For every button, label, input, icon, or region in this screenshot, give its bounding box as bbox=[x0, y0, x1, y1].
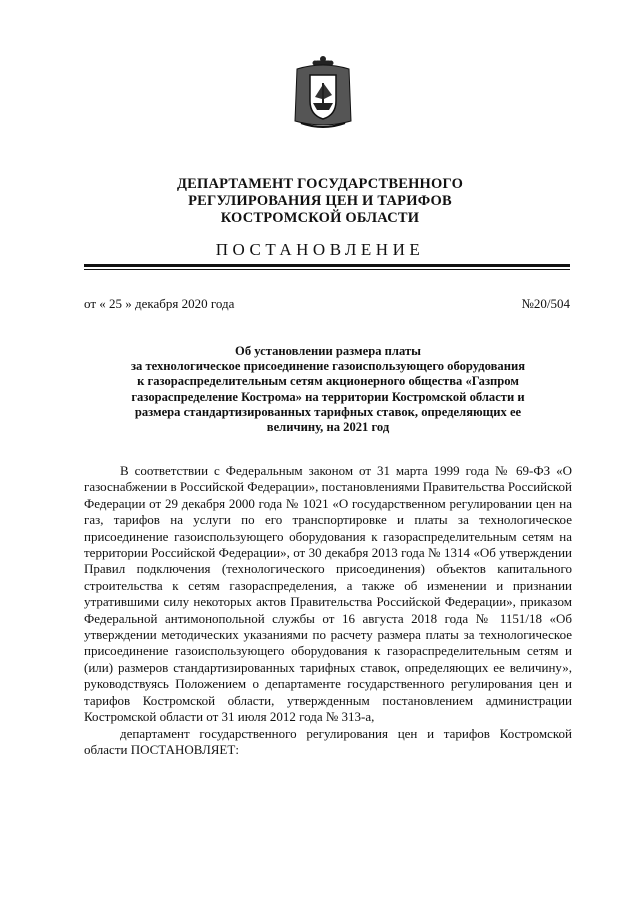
subject-line-5: размера стандартизированных тарифных ставок, определяющих ее bbox=[134, 404, 522, 419]
department-name bbox=[0, 176, 640, 227]
department-line-2: РЕГУЛИРОВАНИЯ ЦЕН И ТАРИФОВ bbox=[188, 193, 452, 209]
subject-line-3: к газораспределительным сетям акционерного общества «Газпром bbox=[137, 374, 519, 389]
subject-line-1: Об установлении размера платы bbox=[235, 344, 421, 358]
document-subject bbox=[84, 344, 572, 435]
subject-line-6: величину, на 2021 год bbox=[266, 420, 390, 435]
document-date: от « 25 » декабря 2020 года bbox=[84, 296, 235, 311]
document-body bbox=[84, 463, 572, 758]
document-type-title: ПОСТАНОВЛЕНИЕ bbox=[215, 240, 425, 259]
subject-line-2: за технологическое присоединение газоиспользующего оборудования bbox=[130, 359, 526, 374]
body-paragraph-1: В соответствии с Федеральным законом от 31 марта 1999 года № 69-ФЗ «О газоснабжении в Российской Федерации», постановлениями Правительства Российской Федерации от 29 декабря 2000 года № 1021 «О государственном регулировании цен на газ, тарифов на услуги по его транспортировке и платы за технологическое присоединение газоиспользующего оборудования к газораспределительным сетям на территории Российской Федерации», от 30 декабря 2013 года № 1314 «Об утверждении Правил подключения (технологического присоединения) объектов капитального строительства к сетям газораспределения, а также об изменении и признании утратившими силу некоторых актов Правительства Российской Федерации», приказом Федеральной антимонопольной службы от 16 августа 2018 года № 1151/18 «Об утверждении методических указаниями по расчету размера платы за технологическое присоединение газоиспользующего оборудования к газораспределительным сетям и (или) размеров стандартизированных тарифных ставок, определяющих ее величину», руководствуясь Положением о департаменте государственного регулирования цен и тарифов Костромской области, утвержденным постановлением администрации Костромской области от 31 июля 2012 года № 313-а, bbox=[84, 463, 572, 725]
header-divider-thick bbox=[84, 264, 570, 267]
document-number: №20/504 bbox=[521, 296, 570, 311]
header-divider-thin bbox=[84, 269, 570, 270]
department-line-1: ДЕПАРТАМЕНТ ГОСУДАРСТВЕННОГО bbox=[176, 176, 464, 192]
department-line-3: КОСТРОМСКОЙ ОБЛАСТИ bbox=[220, 210, 420, 226]
subject-line-4: газораспределение Кострома» на территории Костромской области и bbox=[131, 389, 525, 404]
body-paragraph-2: департамент государственного регулирования цен и тарифов Костромской области ПОСТАНОВЛЯЕТ: bbox=[84, 725, 572, 757]
coat-of-arms-icon bbox=[293, 55, 353, 130]
